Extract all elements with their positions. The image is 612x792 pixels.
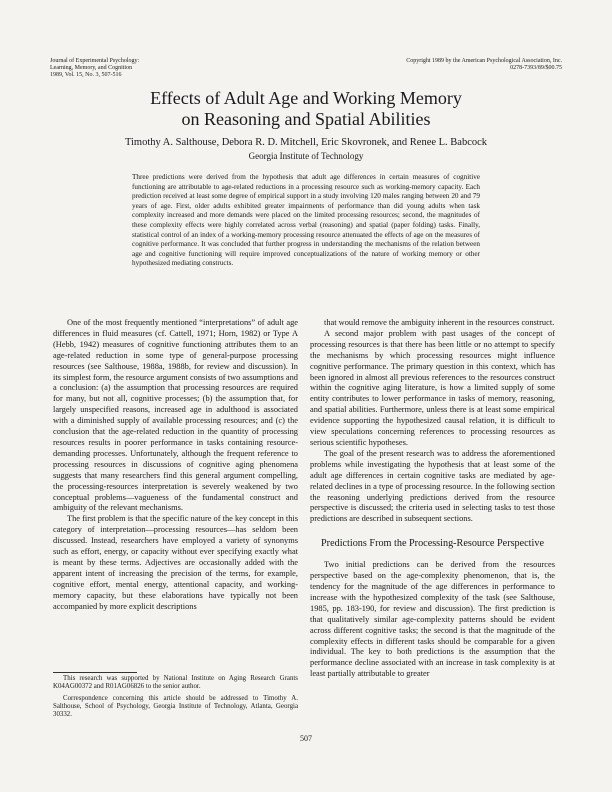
footnotes [53,675,298,719]
footnote-correspondence: Correspondence concerning this article should be addressed to Timothy A. Salthouse, School of Psychology, Georgia Institute of Technology, Atlanta, Georgia 30332. [53,694,298,719]
title-line-1: Effects of Adult Age and Working Memory [150,88,462,108]
title-line-2: on Reasoning and Spatial Abilities [181,109,431,129]
copyright-notice [342,58,562,72]
article-title [50,88,562,130]
footnote-divider [53,672,137,673]
body-column-right [310,318,555,778]
copyright-line: 0278-7393/89/$00.75 [510,65,562,71]
footnote-funding: This research was supported by National Institute on Aging Research Grants K04AG00372 and R01AG06826 to the senior author. [53,675,298,691]
body-column-left [53,318,298,668]
page-number: 507 [300,734,312,743]
author-list: Timothy A. Salthouse, Debora R. D. Mitchell, Eric Skovronek, and Renee L. Babcock [124,137,488,148]
journal-citation [50,58,220,79]
body-paragraph: One of the most frequently mentioned “interpretations” of adult age differences in fluid measures (cf. Cattell, 1971; Horn, 1982) or Type A (Hebb, 1942) measures of cognitive functioning attributes them to an age-related reduction in some type of general-purpose processing resources (see Salthouse, 1988a, 1988b, for review and discussion). In its simplest form, the resource argument consists of two assumptions and a conclusion: (a) the assumption that processing resources are required for many, but not all, cognitive processes; (b) the assumption that, for largely unspecified reasons, increased age in adulthood is associated with a diminished supply of available processing resources; and (c) the conclusion that the age-related reduction in the quantity of processing resources results in poorer performance in tasks containing resource-demanding processes. Unfortunately, although the frequent reference to processing resources in discussions of cognitive aging phenomena suggests that many researchers find this general argument compelling, the processing-resources interpretation is severely weakened by two conceptual problems—vagueness of the fundamental construct and ambiguity of the relevant mechanisms. [53,318,298,513]
body-paragraph: A second major problem with past usages of the concept of processing resources is that there has been little or no attempt to specify the mechanisms by which processing resources might influence cognitive performance. The primary question in this context, which has been ignored in almost all previous references to the resources construct within the cognitive aging literature, is how a limited supply of some entity contributes to lower performance in tasks of memory, reasoning, and spatial abilities. Furthermore, unless there is at least some empirical evidence supporting the hypothesized causal relation, it is difficult to view speculations concerning references to processing resources as serious scientific hypotheses. [310,328,555,447]
body-paragraph: The first problem is that the specific nature of the key concept in this category of interpretation—processing resources—has seldom been discussed. Instead, researchers have employed a variety of synonyms such as effort, energy, or capacity without ever specifying exactly what is meant by these terms. Adjectives are occasionally added with the apparent intent of increasing the precision of the terms, for example, cognitive effort, mental energy, attentional capacity, and working-memory capacity, but these elaborations have typically not been accompanied by more explicit descriptions [53,514,298,611]
abstract: Three predictions were derived from the hypothesis that adult age differences in certain measures of cognitive functioning are attributable to age-related reductions in a processing resource such as working-memory capacity. Each prediction received at least some degree of empirical support in a study involving 120 males ranging between 20 and 79 years of age. First, older adults exhibited greater impairments of performance than did young adults when task complexity increased and more demands were placed on the limited processing resources; second, the magnitudes of these complexity effects were highly correlated across verbal (reasoning) and spatial (paper folding) tasks. Finally, statistical control of an index of a working-memory processing resource attenuated the effects of age on the measures of cognitive performance. It was concluded that further progress in understanding the mechanisms of the relation between age and cognitive functioning will require improved conceptualizations of the nature of working memory or other hypothesized mediating constructs. [132,173,480,268]
journal-line: Journal of Experimental Psychology: [50,58,140,64]
copyright-line: Copyright 1989 by the American Psychological Association, Inc. [406,58,562,64]
section-heading: Predictions From the Processing-Resource Perspective [321,538,544,550]
body-paragraph: that would remove the ambiguity inherent in the resources construct. [324,318,555,327]
affiliation: Georgia Institute of Technology [248,151,364,161]
journal-line: 1989, Vol. 15, No. 3, 507-516 [50,72,122,78]
body-paragraph: Two initial predictions can be derived from the resources perspective based on the age-complexity phenomenon, that is, the tendency for the magnitude of the age differences in performance to increase with the hypothesized complexity of the task (see Salthouse, 1985, pp. 183-190, for review and discussion). The first prediction is that qualitatively similar age-complexity patterns should be evident across different cognitive tasks; the second is that the magnitude of the complexity effects in different tasks should be comparable for a given individual. The key to both predictions is the assumption that the performance decline associated with an increase in task complexity is at least partially attributable to greater [310,560,555,679]
journal-line: Learning, Memory, and Cognition [50,65,133,71]
body-paragraph: The goal of the present research was to address the aforementioned problems while investigating the hypothesis that at least some of the adult age differences in certain cognitive tasks are mediated by age-related declines in a type of processing resource. In the following section the reasoning underlying predictions derived from the resource perspective is discussed; the criteria used in selecting tasks to test those predictions are described in subsequent sections. [310,448,555,524]
